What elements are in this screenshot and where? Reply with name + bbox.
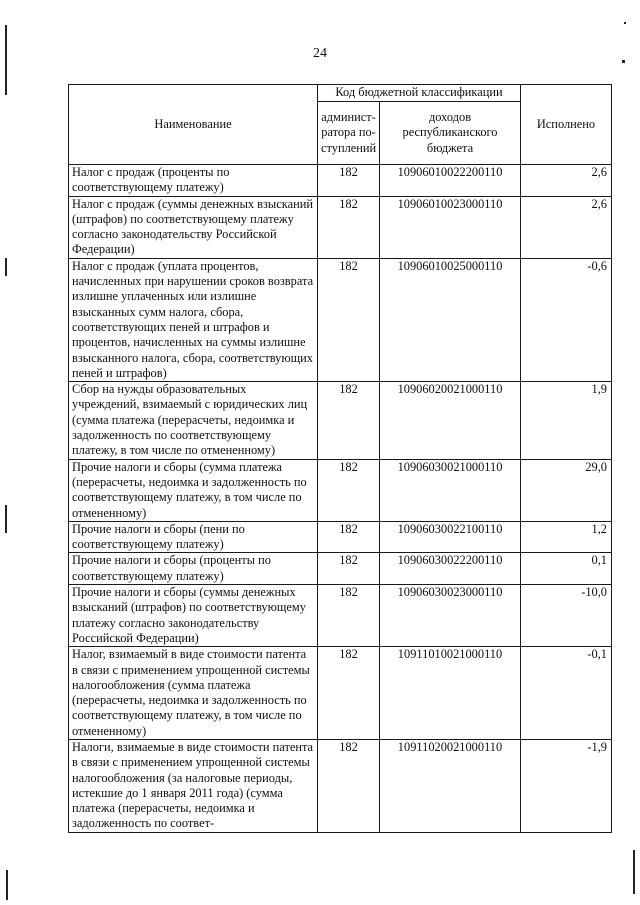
row-executed-value: -1,9 <box>521 739 612 832</box>
row-admin-code: 182 <box>318 459 380 521</box>
row-executed-value: -10,0 <box>521 585 612 647</box>
table-row <box>69 165 612 197</box>
table-row <box>69 739 612 832</box>
row-admin-code: 182 <box>318 647 380 740</box>
table-row <box>69 258 612 381</box>
row-executed-value: -0,1 <box>521 647 612 740</box>
row-name: Налоги, взимаемые в виде стоимости патента в связи с применением упрощенной системы налогообложения (за налоговые периоды, истекшие до 1 января 2011 года) (сумма платежа (перерасчеты, недоимка и задолженность по соответ- <box>69 739 318 832</box>
margin-scan-line <box>5 25 7 95</box>
header-name: Наименование <box>69 85 318 165</box>
table-row <box>69 585 612 647</box>
margin-scan-line <box>6 870 8 900</box>
row-executed-value: 2,6 <box>521 165 612 197</box>
row-admin-code: 182 <box>318 382 380 459</box>
row-name: Прочие налоги и сборы (сумма платежа (перерасчеты, недоимка и задолженность по соответствующему платежу, в том числе по отмененному) <box>69 459 318 521</box>
row-admin-code: 182 <box>318 553 380 585</box>
margin-scan-dot <box>624 22 626 24</box>
row-admin-code: 182 <box>318 585 380 647</box>
row-admin-code: 182 <box>318 196 380 258</box>
table-row <box>69 382 612 459</box>
row-name: Налог с продаж (суммы денежных взысканий (штрафов) по соответствующему платежу согласно законодательству Российской Федерации) <box>69 196 318 258</box>
row-executed-value: 1,9 <box>521 382 612 459</box>
row-admin-code: 182 <box>318 739 380 832</box>
header-code-group: Код бюджетной классификации <box>318 85 521 102</box>
row-name: Налог, взимаемый в виде стоимости патента в связи с применением упрощенной системы налогообложения (сумма платежа (перерасчеты, недоимка и задолженность по соответствующему платежу, в том числе по отмененному) <box>69 647 318 740</box>
row-budget-code: 10906030022200110 <box>380 553 521 585</box>
header-executed: Исполнено <box>521 85 612 165</box>
table-row <box>69 459 612 521</box>
row-budget-code: 10906010025000110 <box>380 258 521 381</box>
table-row <box>69 647 612 740</box>
row-executed-value: 2,6 <box>521 196 612 258</box>
row-admin-code: 182 <box>318 165 380 197</box>
row-admin-code: 182 <box>318 521 380 553</box>
row-budget-code: 10906030021000110 <box>380 459 521 521</box>
margin-scan-line <box>5 505 7 533</box>
margin-scan-line <box>5 258 7 276</box>
table-row <box>69 521 612 553</box>
row-budget-code: 10906010023000110 <box>380 196 521 258</box>
margin-scan-dot <box>622 60 625 63</box>
row-budget-code: 10911020021000110 <box>380 739 521 832</box>
row-name: Сбор на нужды образовательных учреждений, взимаемый с юридических лиц (сумма платежа (перерасчеты, недоимка и задолженность по соответствующему платежу, в том числе по отмененному) <box>69 382 318 459</box>
row-name: Прочие налоги и сборы (проценты по соответствующему платежу) <box>69 553 318 585</box>
row-admin-code: 182 <box>318 258 380 381</box>
row-budget-code: 10906030023000110 <box>380 585 521 647</box>
page-number: 24 <box>313 46 327 61</box>
row-executed-value: 1,2 <box>521 521 612 553</box>
row-budget-code: 10906020021000110 <box>380 382 521 459</box>
table-row <box>69 196 612 258</box>
row-name: Налог с продаж (проценты по соответствующему платежу) <box>69 165 318 197</box>
row-name: Прочие налоги и сборы (пени по соответствующему платежу) <box>69 521 318 553</box>
row-budget-code: 10911010021000110 <box>380 647 521 740</box>
header-admin: админист-ратора по-ступлений <box>318 102 380 165</box>
row-name: Прочие налоги и сборы (суммы денежных взысканий (штрафов) по соответствующему платежу согласно законодательству Российской Федерации) <box>69 585 318 647</box>
row-executed-value: -0,6 <box>521 258 612 381</box>
margin-scan-line <box>633 850 635 894</box>
row-executed-value: 29,0 <box>521 459 612 521</box>
header-income: доходов республиканского бюджета <box>380 102 521 165</box>
row-executed-value: 0,1 <box>521 553 612 585</box>
budget-execution-table <box>68 84 612 833</box>
table-row <box>69 553 612 585</box>
row-budget-code: 10906010022200110 <box>380 165 521 197</box>
row-budget-code: 10906030022100110 <box>380 521 521 553</box>
row-name: Налог с продаж (уплата процентов, начисленных при нарушении сроков возврата излишне уплаченных или излишне взысканных сумм налога, сбора, соответствующих пеней и штрафов и процентов, начисленных на суммы излишне взысканного налога, сбора, соответствующих пеней и штрафов) <box>69 258 318 381</box>
